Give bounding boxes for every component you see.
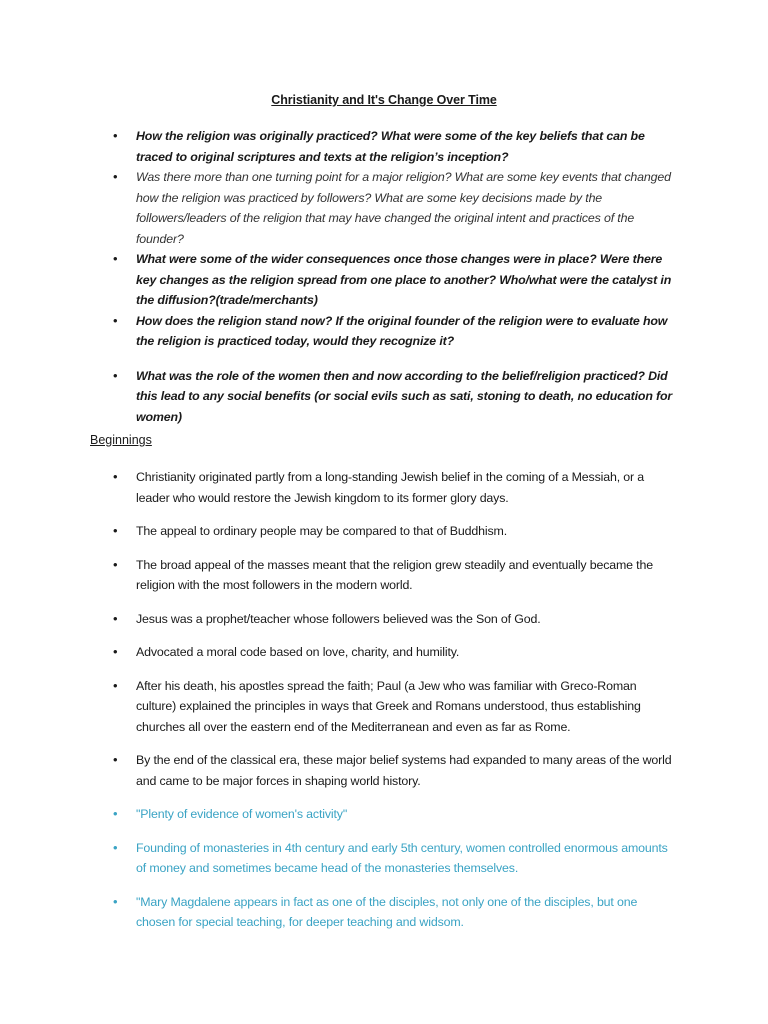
- question-item: • How does the religion stand now? If the original founder of the religion were to evaluate how the religion is practiced today, would they recognize it?: [113, 311, 679, 352]
- list-item: • The appeal to ordinary people may be compared to that of Buddhism.: [113, 521, 679, 542]
- page-title: Christianity and It's Change Over Time: [271, 93, 497, 107]
- section-heading: Beginnings: [90, 433, 152, 447]
- list-item: • "Mary Magdalene appears in fact as one of the disciples, not only one of the disciples, but one chosen for special teaching, for deeper teaching and widsom.: [113, 892, 679, 933]
- list-item: • "Plenty of evidence of women's activity": [113, 804, 679, 825]
- guiding-questions-list: [113, 126, 679, 427]
- list-item: • Jesus was a prophet/teacher whose followers believed was the Son of God.: [113, 609, 679, 630]
- question-item: • What were some of the wider consequences once those changes were in place? Were there key changes as the religion spread from one place to another? Who/what were the catalyst in the diffusion?(trade/merchants): [113, 249, 679, 311]
- list-item: • Founding of monasteries in 4th century and early 5th century, women controlled enormous amounts of money and sometimes became head of the monasteries themselves.: [113, 838, 679, 879]
- beginnings-list: [113, 467, 679, 946]
- list-item: • The broad appeal of the masses meant that the religion grew steadily and eventually became the religion with the most followers in the modern world.: [113, 555, 679, 596]
- question-item: • What was the role of the women then and now according to the belief/religion practiced? Did this lead to any social benefits (or social evils such as sati, stoning to death, no education for women): [113, 366, 679, 428]
- question-item: • Was there more than one turning point for a major religion? What are some key events that changed how the religion was practiced by followers? What are some key decisions made by the followers/leaders of the religion that may have changed the original intent and practices of the founder?: [113, 167, 679, 249]
- list-item: • By the end of the classical era, these major belief systems had expanded to many areas of the world and came to be major forces in shaping world history.: [113, 750, 679, 791]
- question-item: • How the religion was originally practiced? What were some of the key beliefs that can be traced to original scriptures and texts at the religion’s inception?: [113, 126, 679, 167]
- list-item: • Christianity originated partly from a long-standing Jewish belief in the coming of a Messiah, or a leader who would restore the Jewish kingdom to its former glory days.: [113, 467, 679, 508]
- list-item: • Advocated a moral code based on love, charity, and humility.: [113, 642, 679, 663]
- list-item: • After his death, his apostles spread the faith; Paul (a Jew who was familiar with Greco-Roman culture) explained the principles in ways that Greek and Romans understood, thus establishing churches all over the eastern end of the Mediterranean and even as far as Rome.: [113, 676, 679, 738]
